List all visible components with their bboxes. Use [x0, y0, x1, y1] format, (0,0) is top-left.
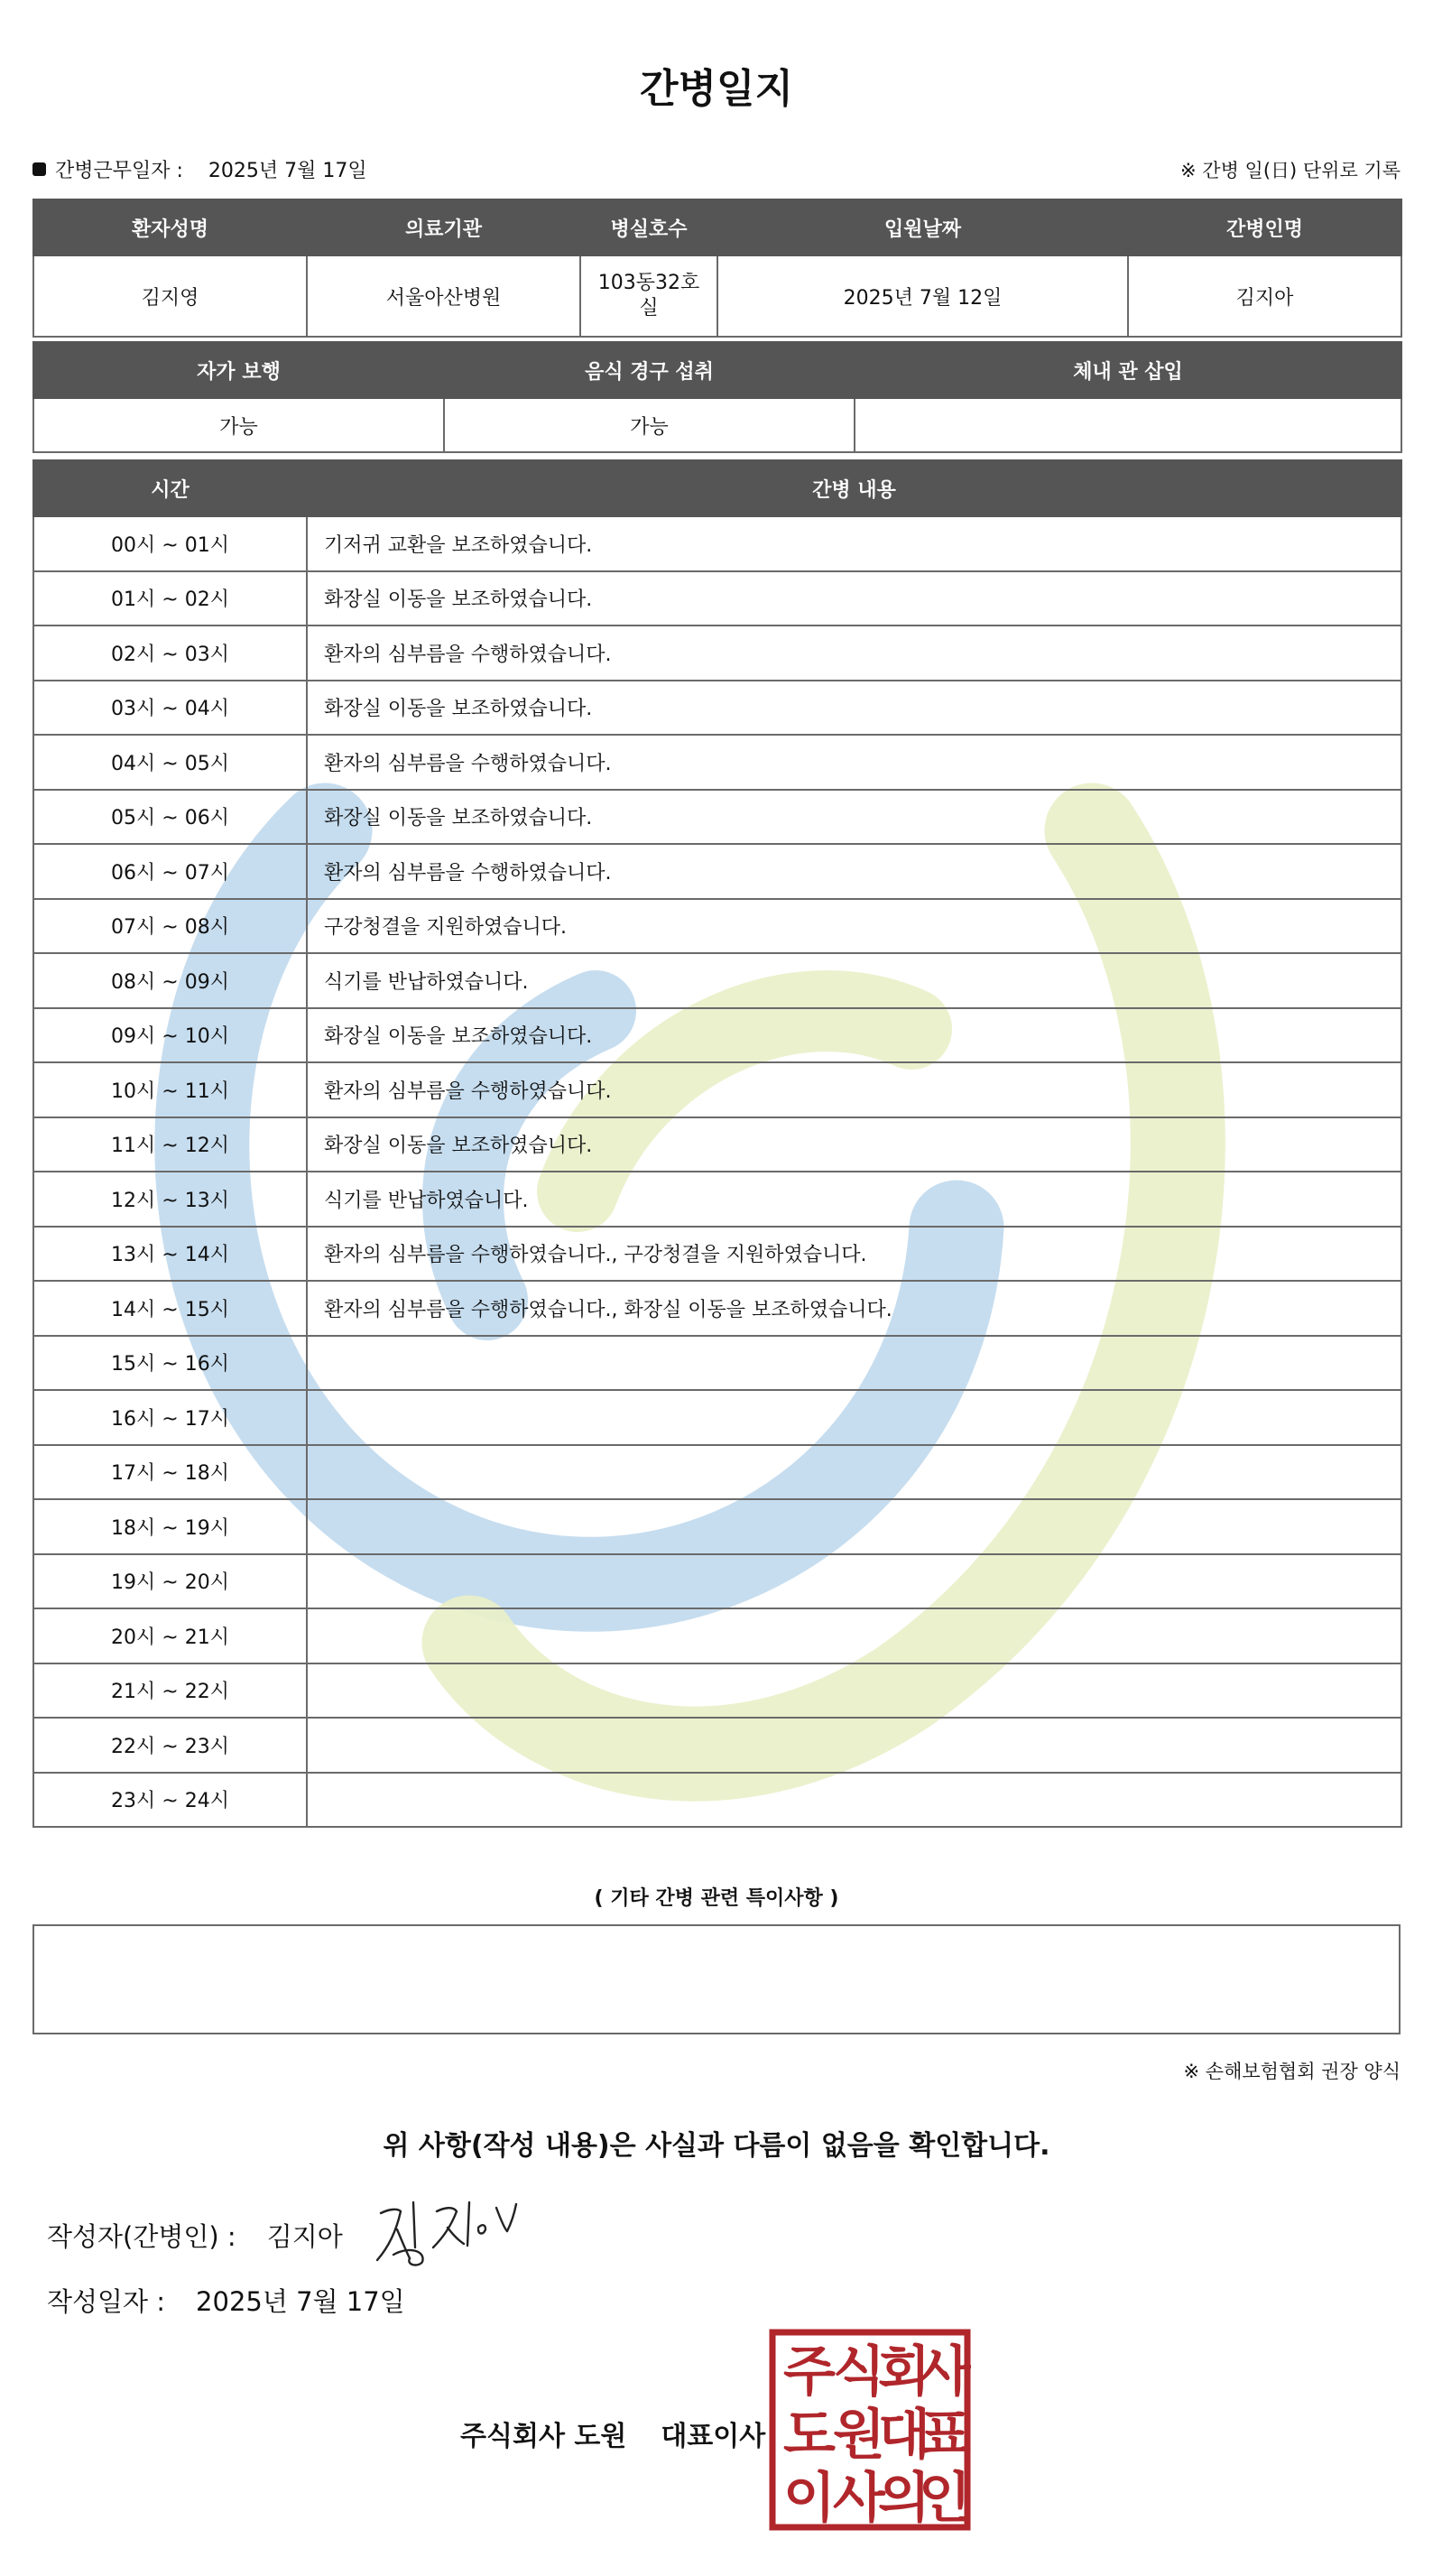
- table-row: [33, 1281, 1401, 1336]
- svg-text:인: 인: [919, 2467, 971, 2530]
- svg-text:원: 원: [833, 2404, 885, 2467]
- time-cell: 09시 ~ 10시: [33, 1008, 307, 1063]
- work-date-label: 간병근무일자 :: [55, 160, 183, 182]
- table-row: [33, 1336, 1401, 1391]
- bullet-icon: [32, 162, 46, 176]
- patient-name-cell: 김지영: [33, 255, 307, 337]
- table-row: [33, 1227, 1401, 1282]
- table-row: [33, 1663, 1401, 1719]
- writer-label: 작성자(간병인) :: [47, 2221, 236, 2252]
- document-title: 간병일지: [639, 66, 793, 112]
- svg-text:주: 주: [783, 2340, 836, 2404]
- table-row: [33, 1445, 1401, 1500]
- time-cell: 20시 ~ 21시: [33, 1608, 307, 1663]
- content-cell: [307, 1608, 1401, 1663]
- table-row: [33, 1172, 1401, 1227]
- time-cell: 14시 ~ 15시: [33, 1281, 307, 1336]
- svg-text:의: 의: [878, 2467, 930, 2530]
- time-cell: 06시 ~ 07시: [33, 844, 307, 899]
- content-cell: 식기를 반납하였습니다.: [307, 953, 1401, 1008]
- content-cell: [307, 1663, 1401, 1719]
- content-cell: 화장실 이동을 보조하였습니다.: [307, 1008, 1401, 1063]
- content-cell: 환자의 심부름을 수행하였습니다.: [307, 1062, 1401, 1117]
- table-row: [33, 1499, 1401, 1554]
- content-cell: [307, 1499, 1401, 1554]
- content-cell: 환자의 심부름을 수행하였습니다., 구강청결을 지원하였습니다.: [307, 1227, 1401, 1282]
- table-row: [33, 1718, 1401, 1773]
- tube-insertion-cell: [855, 398, 1401, 452]
- time-header: 시간: [33, 460, 307, 516]
- svg-text:사: 사: [919, 2340, 971, 2404]
- oral-intake-cell: 가능: [444, 398, 855, 452]
- admission-date-header: 입원날짜: [717, 199, 1128, 255]
- content-cell: [307, 1554, 1401, 1609]
- content-cell: 화장실 이동을 보조하였습니다.: [307, 790, 1401, 845]
- table-row: [33, 625, 1401, 681]
- hospital-header: 의료기관: [307, 199, 580, 255]
- content-cell: 환자의 심부름을 수행하였습니다., 화장실 이동을 보조하였습니다.: [307, 1281, 1401, 1336]
- content-cell: 식기를 반납하였습니다.: [307, 1172, 1401, 1227]
- svg-text:식: 식: [833, 2340, 885, 2404]
- tube-insertion-header: 체내 관 삽입: [855, 342, 1401, 398]
- self-walking-header: 자가 보행: [33, 342, 444, 398]
- self-walking-cell: 가능: [33, 398, 444, 452]
- content-cell: 환자의 심부름을 수행하였습니다.: [307, 625, 1401, 681]
- svg-text:표: 표: [919, 2404, 971, 2467]
- patient-info-table: [32, 199, 1402, 338]
- unit-note: ※ 간병 일(日) 단위로 기록: [1180, 160, 1401, 181]
- content-cell: [307, 1773, 1401, 1828]
- time-cell: 23시 ~ 24시: [33, 1773, 307, 1828]
- special-notes-label: ( 기타 간병 관련 특이사항 ): [594, 1887, 839, 1910]
- content-cell: [307, 1336, 1401, 1391]
- content-cell: 화장실 이동을 보조하였습니다.: [307, 1117, 1401, 1172]
- time-cell: 03시 ~ 04시: [33, 681, 307, 736]
- time-cell: 19시 ~ 20시: [33, 1554, 307, 1609]
- company-line: [460, 2414, 765, 2453]
- content-cell: [307, 1445, 1401, 1500]
- table-row: [33, 681, 1401, 736]
- table-row: [33, 1554, 1401, 1609]
- svg-text:사: 사: [833, 2467, 885, 2530]
- form-note: ※ 손해보험협회 권장 양식: [1183, 2061, 1401, 2082]
- work-date-line: [32, 155, 367, 183]
- table-row: [33, 953, 1401, 1008]
- time-cell: 00시 ~ 01시: [33, 516, 307, 571]
- table-row: [33, 1008, 1401, 1063]
- table-row: [33, 1390, 1401, 1445]
- table-row: [33, 1773, 1401, 1828]
- time-cell: 02시 ~ 03시: [33, 625, 307, 681]
- care-content-header: 간병 내용: [307, 460, 1401, 516]
- time-cell: 04시 ~ 05시: [33, 735, 307, 790]
- time-cell: 22시 ~ 23시: [33, 1718, 307, 1773]
- content-cell: 기저귀 교환을 보조하였습니다.: [307, 516, 1401, 571]
- company-seal-stamp: [769, 2329, 971, 2531]
- time-cell: 21시 ~ 22시: [33, 1663, 307, 1719]
- content-cell: 환자의 심부름을 수행하였습니다.: [307, 735, 1401, 790]
- time-cell: 17시 ~ 18시: [33, 1445, 307, 1500]
- table-row: [33, 571, 1401, 626]
- handwritten-signature: [370, 2191, 523, 2267]
- company-name: 주식회사 도원: [460, 2421, 627, 2452]
- svg-text:도: 도: [783, 2404, 836, 2467]
- ceo-label: 대표이사: [661, 2421, 766, 2452]
- content-cell: 화장실 이동을 보조하였습니다.: [307, 571, 1401, 626]
- table-row: [33, 844, 1401, 899]
- content-cell: 구강청결을 지원하였습니다.: [307, 899, 1401, 954]
- time-cell: 13시 ~ 14시: [33, 1227, 307, 1282]
- time-cell: 11시 ~ 12시: [33, 1117, 307, 1172]
- svg-text:회: 회: [878, 2340, 930, 2404]
- time-cell: 08시 ~ 09시: [33, 953, 307, 1008]
- time-cell: 15시 ~ 16시: [33, 1336, 307, 1391]
- content-cell: 환자의 심부름을 수행하였습니다.: [307, 844, 1401, 899]
- content-cell: 화장실 이동을 보조하였습니다.: [307, 681, 1401, 736]
- time-cell: 18시 ~ 19시: [33, 1499, 307, 1554]
- content-cell: [307, 1718, 1401, 1773]
- table-row: [33, 1608, 1401, 1663]
- room-header: 병실호수: [580, 199, 717, 255]
- writer-name: 김지아: [266, 2221, 343, 2252]
- admission-date-cell: 2025년 7월 12일: [717, 255, 1128, 337]
- time-cell: 10시 ~ 11시: [33, 1062, 307, 1117]
- write-date-line: [47, 2282, 405, 2319]
- room-cell: 103동32호실: [580, 255, 717, 337]
- table-row: [33, 899, 1401, 954]
- time-cell: 12시 ~ 13시: [33, 1172, 307, 1227]
- time-cell: 01시 ~ 02시: [33, 571, 307, 626]
- table-row: [33, 1062, 1401, 1117]
- time-cell: 05시 ~ 06시: [33, 790, 307, 845]
- time-cell: 07시 ~ 08시: [33, 899, 307, 954]
- table-row: [33, 516, 1401, 571]
- special-notes-box: [32, 1924, 1401, 2034]
- patient-name-header: 환자성명: [33, 199, 307, 255]
- patient-status-table: [32, 341, 1402, 453]
- table-row: [33, 790, 1401, 845]
- work-date-value: 2025년 7월 17일: [208, 160, 367, 182]
- confirmation-statement: 위 사항(작성 내용)은 사실과 다름이 없음을 확인합니다.: [383, 2130, 1050, 2162]
- time-cell: 16시 ~ 17시: [33, 1390, 307, 1445]
- svg-text:이: 이: [783, 2467, 836, 2530]
- care-log-table: [32, 459, 1402, 1828]
- write-date-label: 작성일자 :: [47, 2286, 166, 2317]
- table-row: [33, 735, 1401, 790]
- oral-intake-header: 음식 경구 섭취: [444, 342, 855, 398]
- svg-text:대: 대: [878, 2404, 930, 2467]
- write-date-value: 2025년 7월 17일: [196, 2286, 405, 2317]
- caregiver-name-header: 간병인명: [1128, 199, 1401, 255]
- table-row: [33, 1117, 1401, 1172]
- caregiver-name-cell: 김지아: [1128, 255, 1401, 337]
- writer-line: [47, 2217, 343, 2254]
- hospital-cell: 서울아산병원: [307, 255, 580, 337]
- content-cell: [307, 1390, 1401, 1445]
